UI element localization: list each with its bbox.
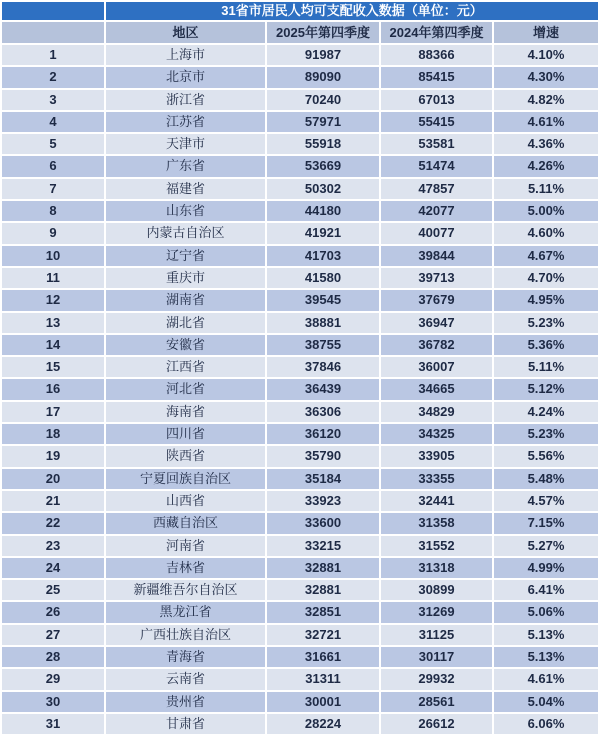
value-2025-cell: 41921 xyxy=(267,223,379,243)
region-cell: 江苏省 xyxy=(106,112,265,132)
value-2024-cell: 32441 xyxy=(381,491,492,511)
value-2025-cell: 32721 xyxy=(267,625,379,645)
value-2025-cell: 33923 xyxy=(267,491,379,511)
table-row xyxy=(2,223,598,243)
growth-cell: 5.48% xyxy=(494,469,598,489)
table-row xyxy=(2,446,598,466)
value-2024-cell: 36782 xyxy=(381,335,492,355)
rank-cell: 7 xyxy=(2,179,104,199)
region-cell: 辽宁省 xyxy=(106,246,265,266)
table-row xyxy=(2,290,598,310)
value-2025-cell: 38755 xyxy=(267,335,379,355)
table-row xyxy=(2,179,598,199)
rank-cell: 14 xyxy=(2,335,104,355)
value-2024-cell: 31318 xyxy=(381,558,492,578)
value-2025-cell: 32881 xyxy=(267,580,379,600)
growth-cell: 6.41% xyxy=(494,580,598,600)
region-cell: 宁夏回族自治区 xyxy=(106,469,265,489)
value-2024-cell: 34665 xyxy=(381,379,492,399)
value-2025-cell: 37846 xyxy=(267,357,379,377)
growth-cell: 5.06% xyxy=(494,602,598,622)
value-2024-cell: 55415 xyxy=(381,112,492,132)
rank-cell: 1 xyxy=(2,45,104,65)
region-cell: 内蒙古自治区 xyxy=(106,223,265,243)
growth-cell: 4.36% xyxy=(494,134,598,154)
value-2025-cell: 30001 xyxy=(267,692,379,712)
rank-cell: 27 xyxy=(2,625,104,645)
region-cell: 江西省 xyxy=(106,357,265,377)
region-cell: 福建省 xyxy=(106,179,265,199)
value-2024-cell: 33905 xyxy=(381,446,492,466)
rank-cell: 21 xyxy=(2,491,104,511)
rank-cell: 24 xyxy=(2,558,104,578)
region-cell: 河北省 xyxy=(106,379,265,399)
growth-cell: 4.61% xyxy=(494,669,598,689)
region-cell: 浙江省 xyxy=(106,90,265,110)
table-row xyxy=(2,536,598,556)
rank-cell: 17 xyxy=(2,402,104,422)
rank-cell: 4 xyxy=(2,112,104,132)
growth-cell: 4.99% xyxy=(494,558,598,578)
rank-cell: 29 xyxy=(2,669,104,689)
region-cell: 甘肃省 xyxy=(106,714,265,734)
rank-cell: 2 xyxy=(2,67,104,87)
rank-cell: 6 xyxy=(2,156,104,176)
header-region: 地区 xyxy=(106,22,265,43)
value-2025-cell: 38881 xyxy=(267,313,379,333)
region-cell: 安徽省 xyxy=(106,335,265,355)
rank-cell: 10 xyxy=(2,246,104,266)
value-2024-cell: 39844 xyxy=(381,246,492,266)
growth-cell: 4.61% xyxy=(494,112,598,132)
value-2024-cell: 34325 xyxy=(381,424,492,444)
table-row xyxy=(2,692,598,712)
value-2025-cell: 33600 xyxy=(267,513,379,533)
region-cell: 黑龙江省 xyxy=(106,602,265,622)
growth-cell: 4.26% xyxy=(494,156,598,176)
value-2024-cell: 33355 xyxy=(381,469,492,489)
table-row xyxy=(2,246,598,266)
table-row xyxy=(2,45,598,65)
growth-cell: 5.11% xyxy=(494,357,598,377)
growth-cell: 4.67% xyxy=(494,246,598,266)
rank-cell: 5 xyxy=(2,134,104,154)
region-cell: 北京市 xyxy=(106,67,265,87)
value-2025-cell: 36306 xyxy=(267,402,379,422)
table-row xyxy=(2,335,598,355)
growth-cell: 5.13% xyxy=(494,625,598,645)
rank-cell: 18 xyxy=(2,424,104,444)
rank-cell: 22 xyxy=(2,513,104,533)
value-2024-cell: 34829 xyxy=(381,402,492,422)
rank-cell: 8 xyxy=(2,201,104,221)
table-row xyxy=(2,357,598,377)
value-2025-cell: 53669 xyxy=(267,156,379,176)
value-2025-cell: 41703 xyxy=(267,246,379,266)
value-2025-cell: 35184 xyxy=(267,469,379,489)
region-cell: 重庆市 xyxy=(106,268,265,288)
rank-cell: 26 xyxy=(2,602,104,622)
region-cell: 海南省 xyxy=(106,402,265,422)
rank-cell: 31 xyxy=(2,714,104,734)
table-row xyxy=(2,513,598,533)
region-cell: 河南省 xyxy=(106,536,265,556)
value-2025-cell: 91987 xyxy=(267,45,379,65)
growth-cell: 5.12% xyxy=(494,379,598,399)
value-2024-cell: 53581 xyxy=(381,134,492,154)
value-2025-cell: 50302 xyxy=(267,179,379,199)
growth-cell: 5.13% xyxy=(494,647,598,667)
table-row xyxy=(2,491,598,511)
region-cell: 天津市 xyxy=(106,134,265,154)
value-2025-cell: 31311 xyxy=(267,669,379,689)
region-cell: 云南省 xyxy=(106,669,265,689)
growth-cell: 5.27% xyxy=(494,536,598,556)
table-row xyxy=(2,156,598,176)
region-cell: 四川省 xyxy=(106,424,265,444)
region-cell: 贵州省 xyxy=(106,692,265,712)
table-body xyxy=(2,45,598,734)
table-row xyxy=(2,201,598,221)
value-2024-cell: 30899 xyxy=(381,580,492,600)
value-2024-cell: 40077 xyxy=(381,223,492,243)
rank-cell: 28 xyxy=(2,647,104,667)
table-row xyxy=(2,625,598,645)
table-row xyxy=(2,424,598,444)
value-2024-cell: 37679 xyxy=(381,290,492,310)
table-row xyxy=(2,90,598,110)
table-title: 31省市居民人均可支配收入数据（单位：元） xyxy=(106,2,598,20)
region-cell: 吉林省 xyxy=(106,558,265,578)
value-2025-cell: 41580 xyxy=(267,268,379,288)
value-2024-cell: 36007 xyxy=(381,357,492,377)
value-2024-cell: 51474 xyxy=(381,156,492,176)
rank-cell: 13 xyxy=(2,313,104,333)
growth-cell: 5.11% xyxy=(494,179,598,199)
value-2024-cell: 42077 xyxy=(381,201,492,221)
table-row xyxy=(2,67,598,87)
table-row xyxy=(2,714,598,734)
value-2024-cell: 36947 xyxy=(381,313,492,333)
growth-cell: 5.23% xyxy=(494,424,598,444)
rank-cell: 9 xyxy=(2,223,104,243)
value-2024-cell: 30117 xyxy=(381,647,492,667)
value-2025-cell: 36120 xyxy=(267,424,379,444)
rank-cell: 23 xyxy=(2,536,104,556)
value-2025-cell: 57971 xyxy=(267,112,379,132)
growth-cell: 5.36% xyxy=(494,335,598,355)
rank-cell: 16 xyxy=(2,379,104,399)
table-row xyxy=(2,669,598,689)
rank-cell: 20 xyxy=(2,469,104,489)
table-row xyxy=(2,112,598,132)
value-2025-cell: 32851 xyxy=(267,602,379,622)
region-cell: 广西壮族自治区 xyxy=(106,625,265,645)
rank-cell: 12 xyxy=(2,290,104,310)
table-row xyxy=(2,313,598,333)
region-cell: 山东省 xyxy=(106,201,265,221)
value-2024-cell: 29932 xyxy=(381,669,492,689)
region-cell: 山西省 xyxy=(106,491,265,511)
title-corner-cell xyxy=(2,2,104,20)
table-row xyxy=(2,379,598,399)
growth-cell: 4.82% xyxy=(494,90,598,110)
growth-cell: 5.04% xyxy=(494,692,598,712)
value-2024-cell: 88366 xyxy=(381,45,492,65)
table-row xyxy=(2,134,598,154)
value-2024-cell: 39713 xyxy=(381,268,492,288)
rank-cell: 3 xyxy=(2,90,104,110)
region-cell: 青海省 xyxy=(106,647,265,667)
value-2025-cell: 55918 xyxy=(267,134,379,154)
growth-cell: 4.10% xyxy=(494,45,598,65)
rank-cell: 15 xyxy=(2,357,104,377)
header-row xyxy=(2,22,598,43)
growth-cell: 4.60% xyxy=(494,223,598,243)
header-rank xyxy=(2,22,104,43)
growth-cell: 4.30% xyxy=(494,67,598,87)
region-cell: 湖南省 xyxy=(106,290,265,310)
header-q4-2024: 2024年第四季度 xyxy=(381,22,492,43)
table-row xyxy=(2,558,598,578)
value-2025-cell: 39545 xyxy=(267,290,379,310)
table-row xyxy=(2,469,598,489)
header-growth: 增速 xyxy=(494,22,598,43)
table-row xyxy=(2,268,598,288)
value-2024-cell: 85415 xyxy=(381,67,492,87)
value-2025-cell: 31661 xyxy=(267,647,379,667)
title-row xyxy=(2,2,598,20)
value-2024-cell: 31125 xyxy=(381,625,492,645)
growth-cell: 4.57% xyxy=(494,491,598,511)
growth-cell: 4.70% xyxy=(494,268,598,288)
rank-cell: 11 xyxy=(2,268,104,288)
table-row xyxy=(2,580,598,600)
region-cell: 湖北省 xyxy=(106,313,265,333)
value-2024-cell: 47857 xyxy=(381,179,492,199)
value-2025-cell: 28224 xyxy=(267,714,379,734)
growth-cell: 4.95% xyxy=(494,290,598,310)
growth-cell: 5.00% xyxy=(494,201,598,221)
rank-cell: 25 xyxy=(2,580,104,600)
table-row xyxy=(2,647,598,667)
value-2025-cell: 36439 xyxy=(267,379,379,399)
value-2025-cell: 89090 xyxy=(267,67,379,87)
value-2024-cell: 31552 xyxy=(381,536,492,556)
table-row xyxy=(2,402,598,422)
growth-cell: 4.24% xyxy=(494,402,598,422)
rank-cell: 19 xyxy=(2,446,104,466)
header-q4-2025: 2025年第四季度 xyxy=(267,22,379,43)
growth-cell: 5.56% xyxy=(494,446,598,466)
value-2024-cell: 67013 xyxy=(381,90,492,110)
value-2024-cell: 28561 xyxy=(381,692,492,712)
value-2025-cell: 33215 xyxy=(267,536,379,556)
growth-cell: 5.23% xyxy=(494,313,598,333)
region-cell: 上海市 xyxy=(106,45,265,65)
value-2025-cell: 35790 xyxy=(267,446,379,466)
value-2025-cell: 44180 xyxy=(267,201,379,221)
value-2024-cell: 31269 xyxy=(381,602,492,622)
region-cell: 西藏自治区 xyxy=(106,513,265,533)
region-cell: 广东省 xyxy=(106,156,265,176)
rank-cell: 30 xyxy=(2,692,104,712)
value-2025-cell: 32881 xyxy=(267,558,379,578)
growth-cell: 6.06% xyxy=(494,714,598,734)
region-cell: 新疆维吾尔自治区 xyxy=(106,580,265,600)
table-row xyxy=(2,602,598,622)
growth-cell: 7.15% xyxy=(494,513,598,533)
value-2024-cell: 26612 xyxy=(381,714,492,734)
region-cell: 陕西省 xyxy=(106,446,265,466)
value-2025-cell: 70240 xyxy=(267,90,379,110)
value-2024-cell: 31358 xyxy=(381,513,492,533)
